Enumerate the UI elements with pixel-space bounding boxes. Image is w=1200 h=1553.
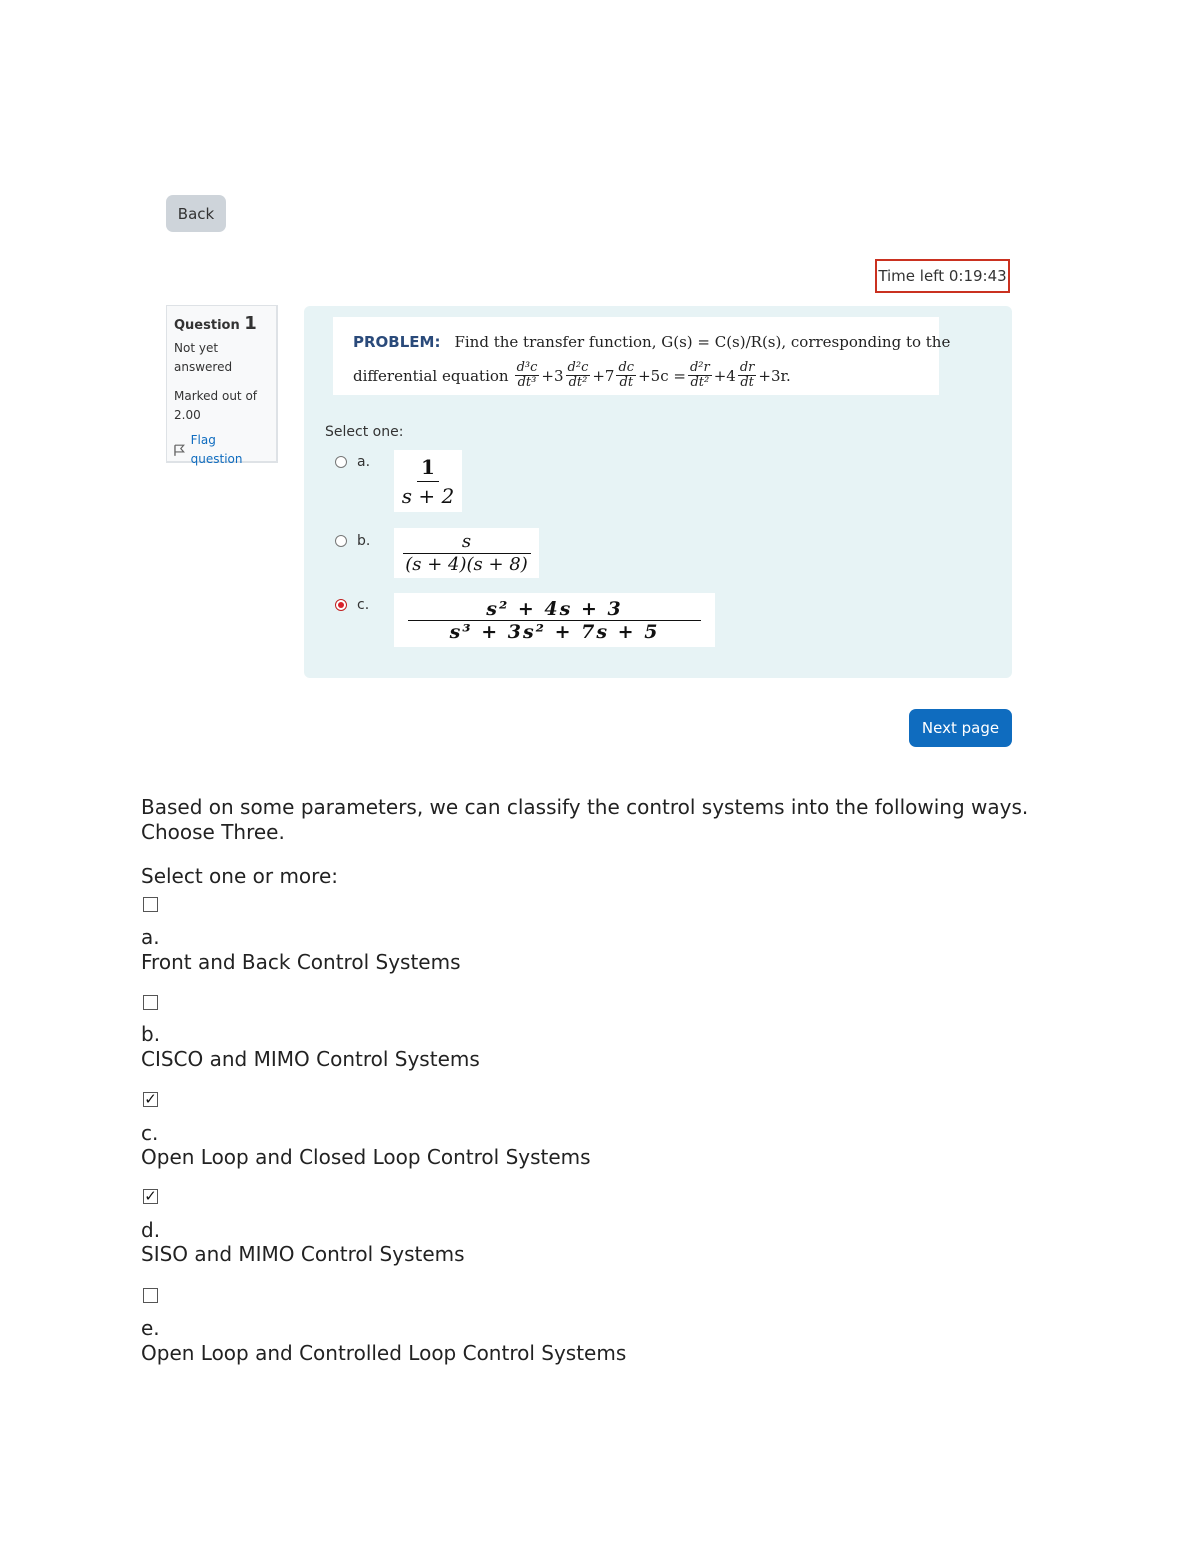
question-number: 1 — [244, 313, 257, 334]
question-marks: Marked out of 2.00 — [174, 389, 258, 422]
flag-question-label: Flag question — [190, 433, 243, 466]
option-b-answer — [394, 528, 539, 578]
problem-keyword: PROBLEM: — [353, 333, 441, 351]
question-label: Question — [174, 318, 240, 333]
select-one-or-more-label: Select one or more: — [141, 864, 338, 888]
option-c-letter: c. — [357, 597, 370, 613]
option-c-answer — [394, 593, 715, 647]
option-e-checkbox[interactable] — [143, 1288, 158, 1303]
option-a-letter: a. — [141, 925, 160, 949]
select-one-label: Select one: — [325, 424, 404, 440]
problem-line-1 — [353, 333, 950, 351]
option-b-letter: b. — [141, 1022, 161, 1046]
option-a-denominator: s + 2 — [401, 483, 455, 508]
eq-term: $\frac{\text{d²c}}{\text{dt²}}$ — [567, 360, 589, 390]
option-d-label: SISO and MIMO Control Systems — [141, 1242, 465, 1266]
option-a-answer — [394, 450, 462, 512]
eq-term: $\frac{\text{d³c}}{\text{dt³}}$ — [516, 360, 538, 390]
option-c-checkbox[interactable]: ✓ — [144, 1090, 157, 1108]
option-b-checkbox[interactable] — [143, 995, 158, 1010]
flag-icon — [174, 444, 185, 457]
next-page-button[interactable]: Next page — [909, 709, 1012, 747]
option-b-letter: b. — [357, 533, 371, 549]
eq-term: $\frac{dr}{dt}$ — [739, 360, 755, 390]
quiz-timer: Time left 0:19:43 — [875, 259, 1010, 293]
option-b-numerator: s — [403, 531, 531, 554]
problem-equation-prefix: differential equation — [353, 366, 509, 385]
back-button[interactable]: Back — [166, 195, 226, 232]
question-number-label — [174, 314, 269, 335]
option-c-letter: c. — [141, 1121, 159, 1145]
question-status: Not yet answered — [174, 341, 233, 374]
problem-text: Find the transfer function, G(s) = C(s)/R(s), corresponding to the — [454, 333, 951, 351]
option-c-radio[interactable] — [335, 599, 347, 611]
option-a-radio[interactable] — [335, 456, 347, 468]
option-e-letter: e. — [141, 1316, 160, 1340]
eq-term: $\frac{\text{d²r}}{\text{dt²}}$ — [689, 360, 710, 390]
option-c-label: Open Loop and Closed Loop Control Systems — [141, 1145, 591, 1169]
problem-image — [333, 317, 951, 395]
option-a-numerator: 1 — [417, 453, 439, 482]
option-b-denominator: (s + 4)(s + 8) — [405, 553, 528, 575]
eq-term: $\frac{dc}{dt}$ — [618, 360, 635, 390]
option-b-radio[interactable] — [335, 535, 347, 547]
option-a-letter: a. — [357, 454, 371, 470]
option-d-checkbox[interactable]: ✓ — [144, 1187, 157, 1205]
option-a-checkbox[interactable] — [143, 897, 158, 912]
option-c-denominator: s³ + 3s² + 7s + 5 — [449, 620, 660, 643]
option-e-label: Open Loop and Controlled Loop Control Systems — [141, 1341, 627, 1365]
problem-line-2: differential equation $\frac{\text{d³c}}{\text{dt³}}$ +3 $\frac{\text{d²c}}{\text{dt²}}$ +7 $\frac{dc}{dt}$ +5c = $\frac{\text{d²r}}{\text{dt²}}$ +4 $\frac{dr}{dt}$ +3r. — [353, 360, 791, 390]
question-info-panel — [166, 305, 278, 466]
question-2-text: Based on some parameters, we can classify the control systems into the following ways. Choose Three. — [141, 795, 1029, 844]
option-b-label: CISCO and MIMO Control Systems — [141, 1047, 480, 1071]
option-c-numerator: s² + 4s + 3 — [408, 598, 701, 621]
option-a-label: Front and Back Control Systems — [141, 950, 461, 974]
option-d-letter: d. — [141, 1218, 161, 1242]
flag-question-link[interactable] — [174, 431, 269, 469]
